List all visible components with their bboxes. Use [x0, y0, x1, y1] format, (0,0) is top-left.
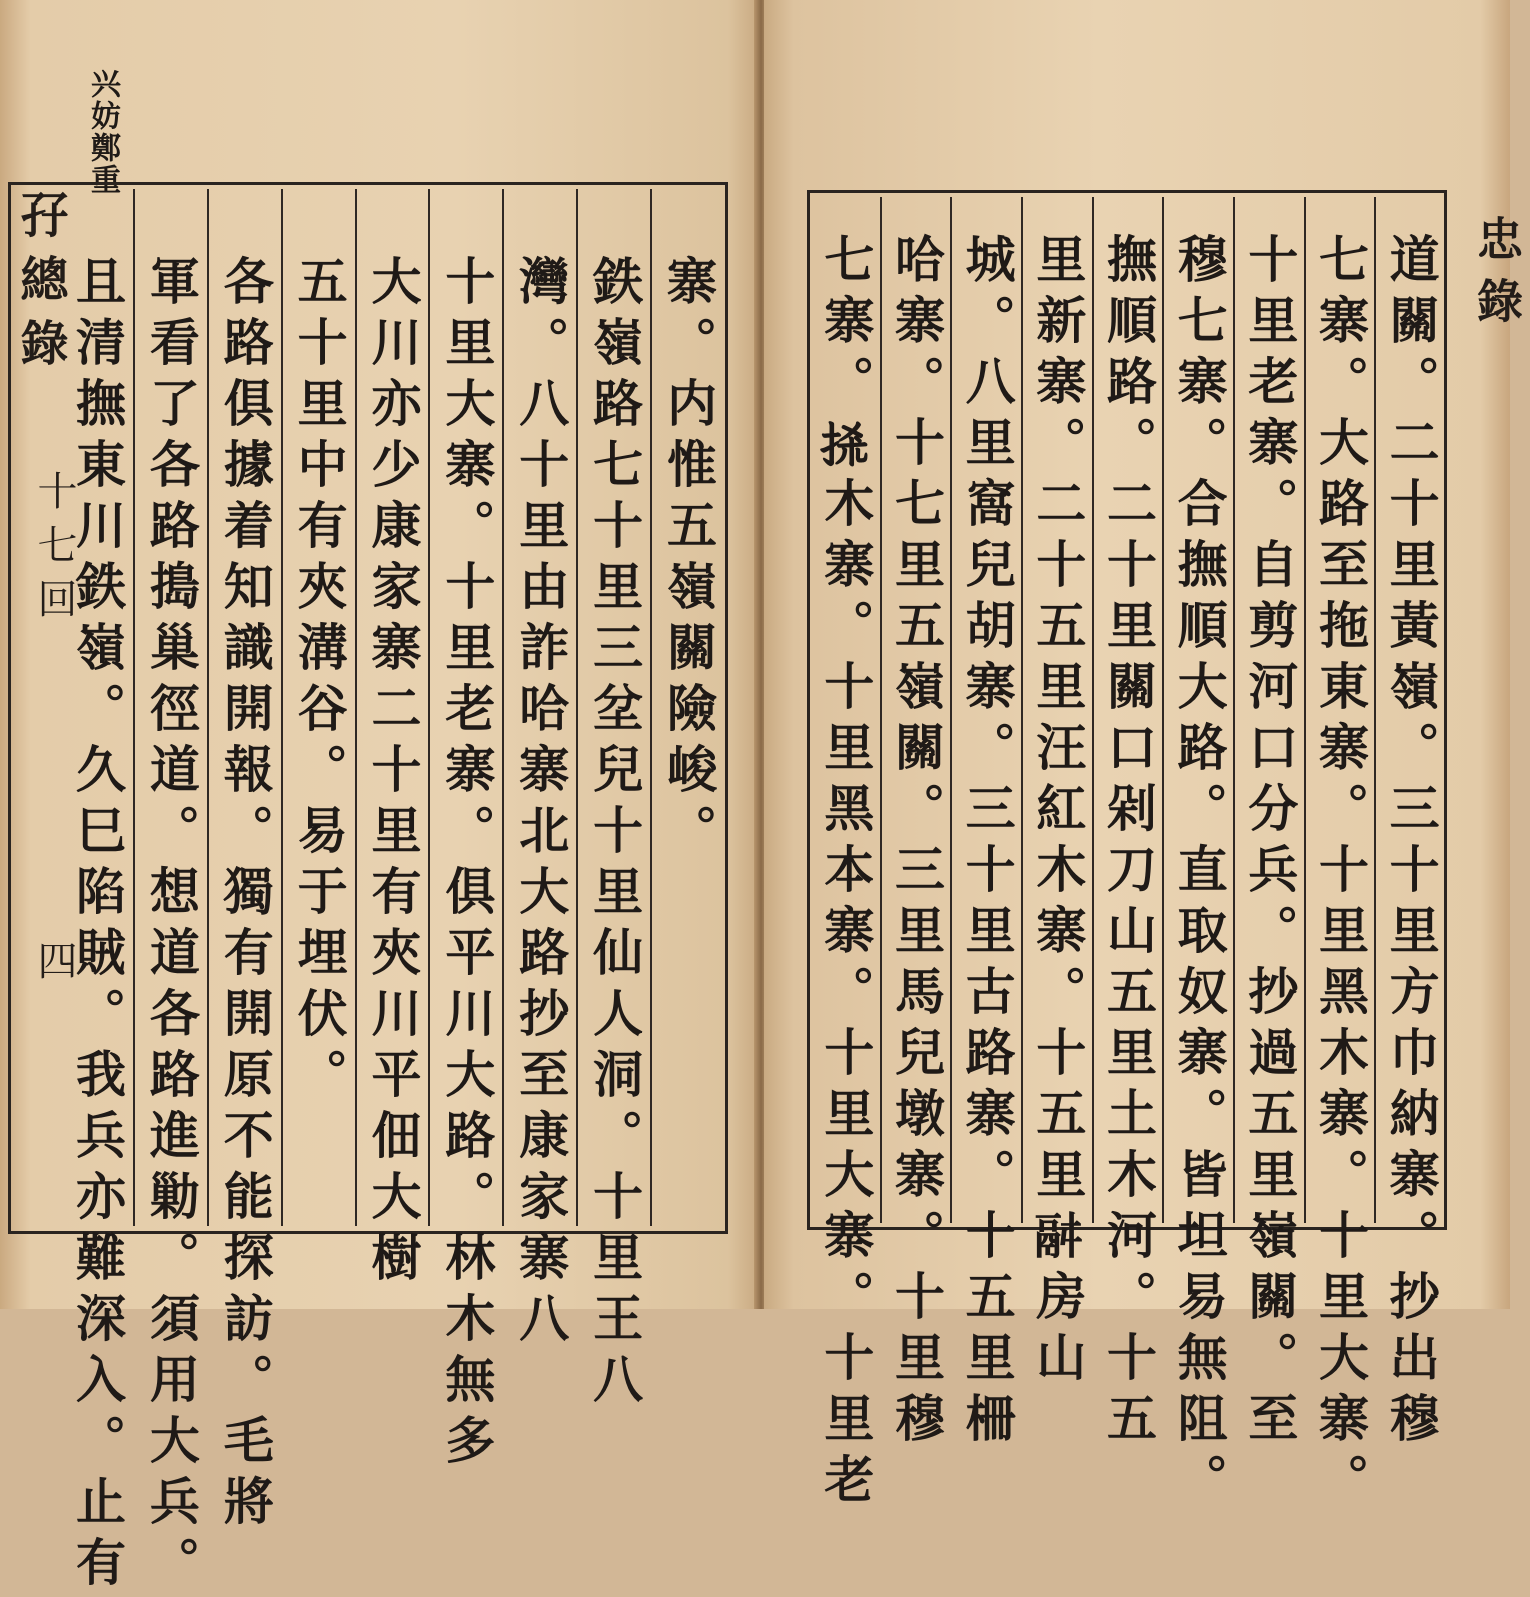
- right-text-column: [1163, 193, 1234, 1514]
- right-column-text: 穆七寨。合撫順大路。直取奴寨。皆坦易無阻。: [1169, 233, 1229, 1514]
- header-note: 兴妨鄭重: [85, 68, 120, 196]
- right-text-column: [1022, 193, 1093, 1392]
- folio-number: 四: [31, 940, 77, 980]
- left-text-column: [60, 185, 134, 1597]
- right-text-column: [1093, 193, 1164, 1453]
- right-column-text: 哈寨。十七里五嶺關。三里馬兒墩寨。十里穆: [886, 233, 946, 1453]
- left-text-column: [282, 185, 356, 1230]
- left-column-text: 五十里中有夾溝谷。易于埋伏。: [289, 255, 349, 1109]
- left-margin-title: 孖總錄: [12, 190, 68, 382]
- left-text-column: [208, 185, 282, 1536]
- left-text-column: [503, 185, 577, 1353]
- left-text-column: [356, 185, 430, 1292]
- right-column-text: 城。八里窩兒胡寨。三十里古路寨。十五里柵: [957, 233, 1017, 1453]
- left-column-text: 各路俱據着知識開報。獨有開原不能探訪。毛將: [215, 255, 275, 1536]
- left-column-text: 灣。八十里由詐哈寨北大路抄至康家寨八: [511, 255, 571, 1353]
- right-text-column: [1375, 193, 1446, 1453]
- left-text-column: [134, 185, 208, 1597]
- right-column-text: 七寨。大路至拖東寨。十里黑木寨。十里大寨。: [1310, 233, 1370, 1514]
- right-column-text: 撫順路。二十里關口剁刀山五里土木河。十五: [1098, 233, 1158, 1453]
- left-column-text: 且清撫東川鉄嶺。久巳陷賊。我兵亦難深入。止有: [67, 255, 127, 1597]
- right-text-column: [1234, 193, 1305, 1453]
- right-column-text: 里新寨。二十五里汪紅木寨。十五里𩰫房山: [1028, 233, 1088, 1392]
- left-text-column: [577, 185, 651, 1414]
- right-column-text: 十里老寨。自剪河口分兵。抄過五里嶺關。至: [1240, 233, 1300, 1453]
- left-columns: [60, 185, 725, 1597]
- right-text-column: [951, 193, 1022, 1453]
- left-column-text: 寨。内惟五嶺關險峻。: [659, 255, 719, 865]
- left-column-text: 軍看了各路搗巢徑道。想道各路進勦。須用大兵。: [141, 255, 201, 1597]
- left-column-text: 大川亦少康家寨二十里有夾川平佃大樹: [363, 255, 423, 1292]
- folio-section: 十七回: [31, 470, 77, 632]
- right-column-text: 道關。二十里黃嶺。三十里方巾納寨。抄出穆: [1381, 233, 1441, 1453]
- left-column-text: 鉄嶺路七十里三坌兒十里仙人洞。十里王八: [585, 255, 645, 1414]
- right-column-text: 七寨。𢫬木寨。十里黑本寨。十里大寨。十里老: [816, 233, 876, 1514]
- left-text-column: [651, 185, 725, 1230]
- right-text-column: [1305, 193, 1376, 1514]
- right-text-column: [810, 193, 881, 1514]
- right-columns: [810, 193, 1446, 1514]
- left-column-text: 十里大寨。十里老寨。俱平川大路。林木無多: [437, 255, 497, 1475]
- right-margin-title: 忠錄: [1470, 215, 1524, 339]
- right-text-column: [881, 193, 952, 1453]
- left-text-column: [429, 185, 503, 1475]
